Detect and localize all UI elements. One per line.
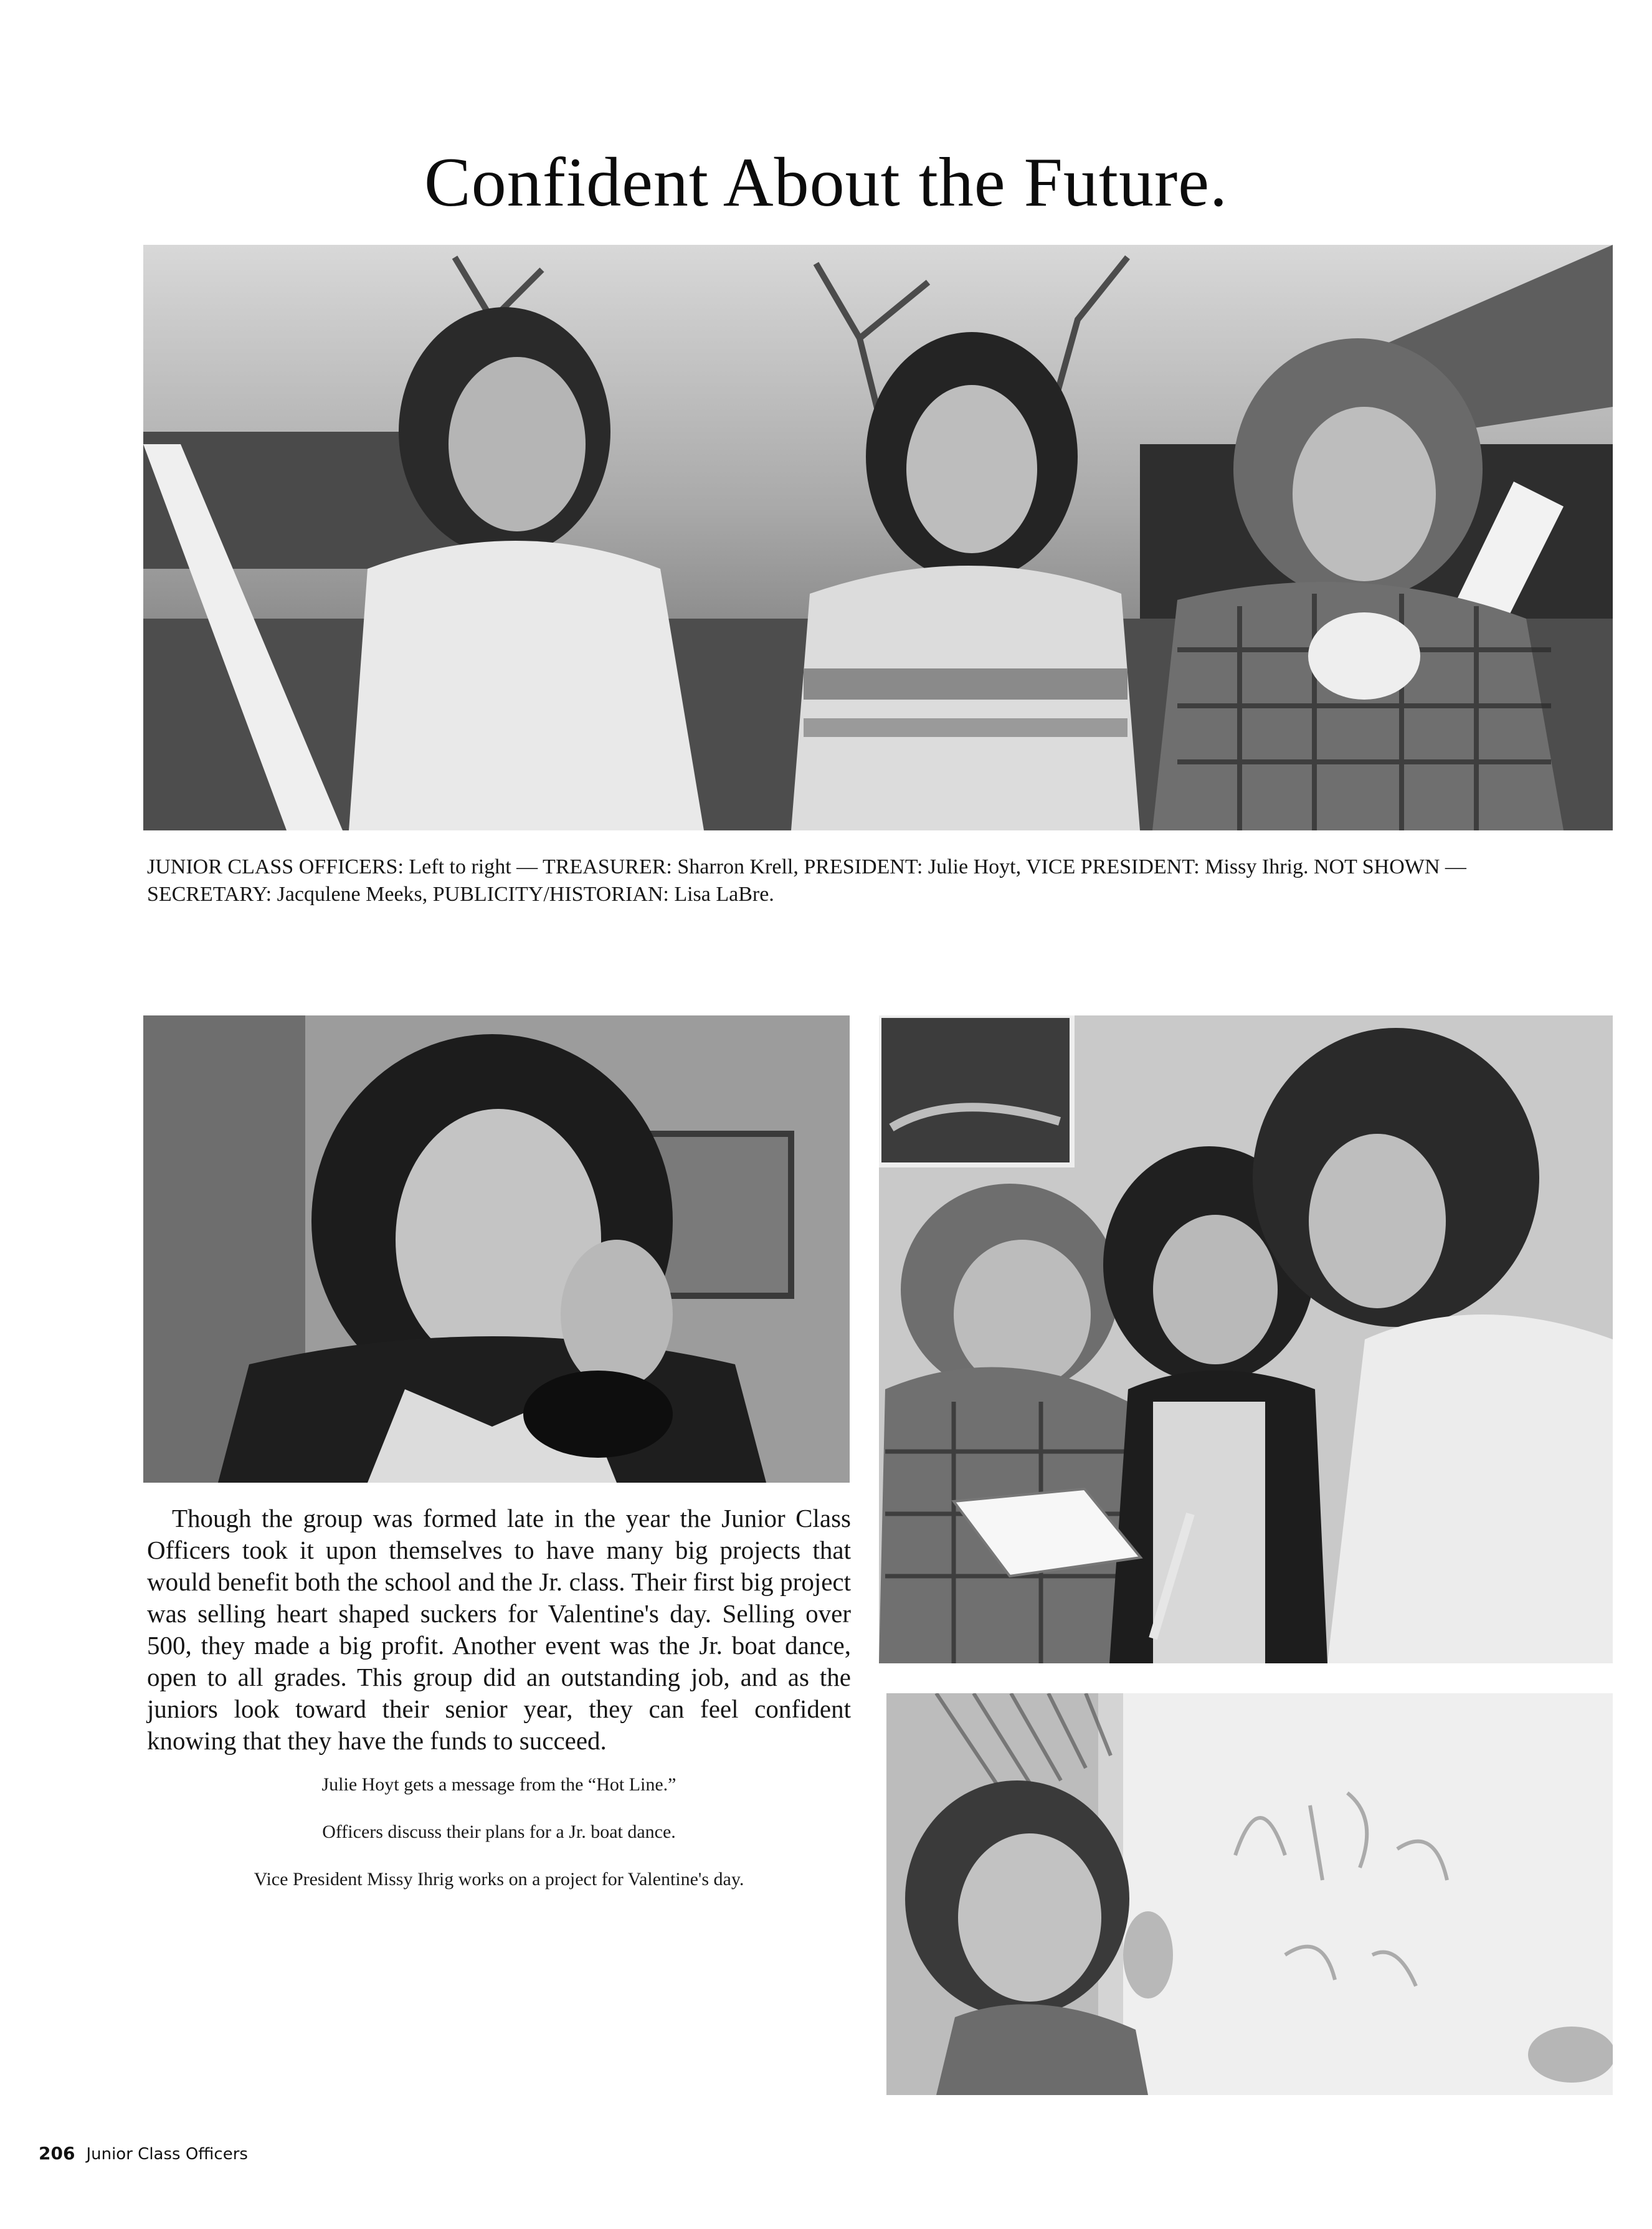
photo-captions — [147, 1772, 851, 1914]
caption-group-photo: Officers discuss their plans for a Jr. boat dance. — [322, 1822, 676, 1842]
caption-phone-photo: Julie Hoyt gets a message from the “Hot Line.” — [321, 1774, 676, 1795]
valentine-photo — [886, 1693, 1613, 2095]
article-paragraph: Though the group was formed late in the year the Junior Class Officers took it upon themselves to have many big projects that would benefit both the school and the Jr. class. Their first big project was selling heart shaped suckers for Valentine's day. Selling over 500, they made a big profit. Another event was the Jr. boat dance, open to all grades. This group did an outstanding job, and as the juniors look toward their senior year, they can feel confident knowing that they have the funds to succeed. — [147, 1504, 851, 1755]
officers-caption-line-1: JUNIOR CLASS OFFICERS: Left to right — TREASURER: Sharron Krell, PRESIDENT: Julie Hoyt, VICE PRESIDENT: Missy Ihrig. NOT SHOWN — — [147, 855, 1466, 878]
page-title: Confident About the Future. — [424, 144, 1228, 221]
caption-valentine-photo: Vice President Missy Ihrig works on a project for Valentine's day. — [254, 1869, 744, 1889]
page-number: 206 — [39, 2143, 75, 2164]
article-text — [147, 1503, 851, 1757]
officers-caption — [147, 853, 1605, 908]
section-name: Junior Class Officers — [86, 2145, 248, 2164]
photo-girl-at-valentine-sign-icon — [886, 1693, 1613, 2095]
group-photo — [879, 1015, 1613, 1663]
officers-caption-line-2: SECRETARY: Jacqulene Meeks, PUBLICITY/HISTORIAN: Lisa LaBre. — [147, 883, 774, 906]
phone-photo — [143, 1015, 850, 1483]
photo-three-girls-outdoors-icon — [143, 245, 1613, 830]
photo-girl-on-telephone-icon — [143, 1015, 850, 1483]
page-footer — [39, 2143, 248, 2164]
officers-photo — [143, 245, 1613, 830]
photo-three-girls-reading-paper-icon — [879, 1015, 1613, 1663]
